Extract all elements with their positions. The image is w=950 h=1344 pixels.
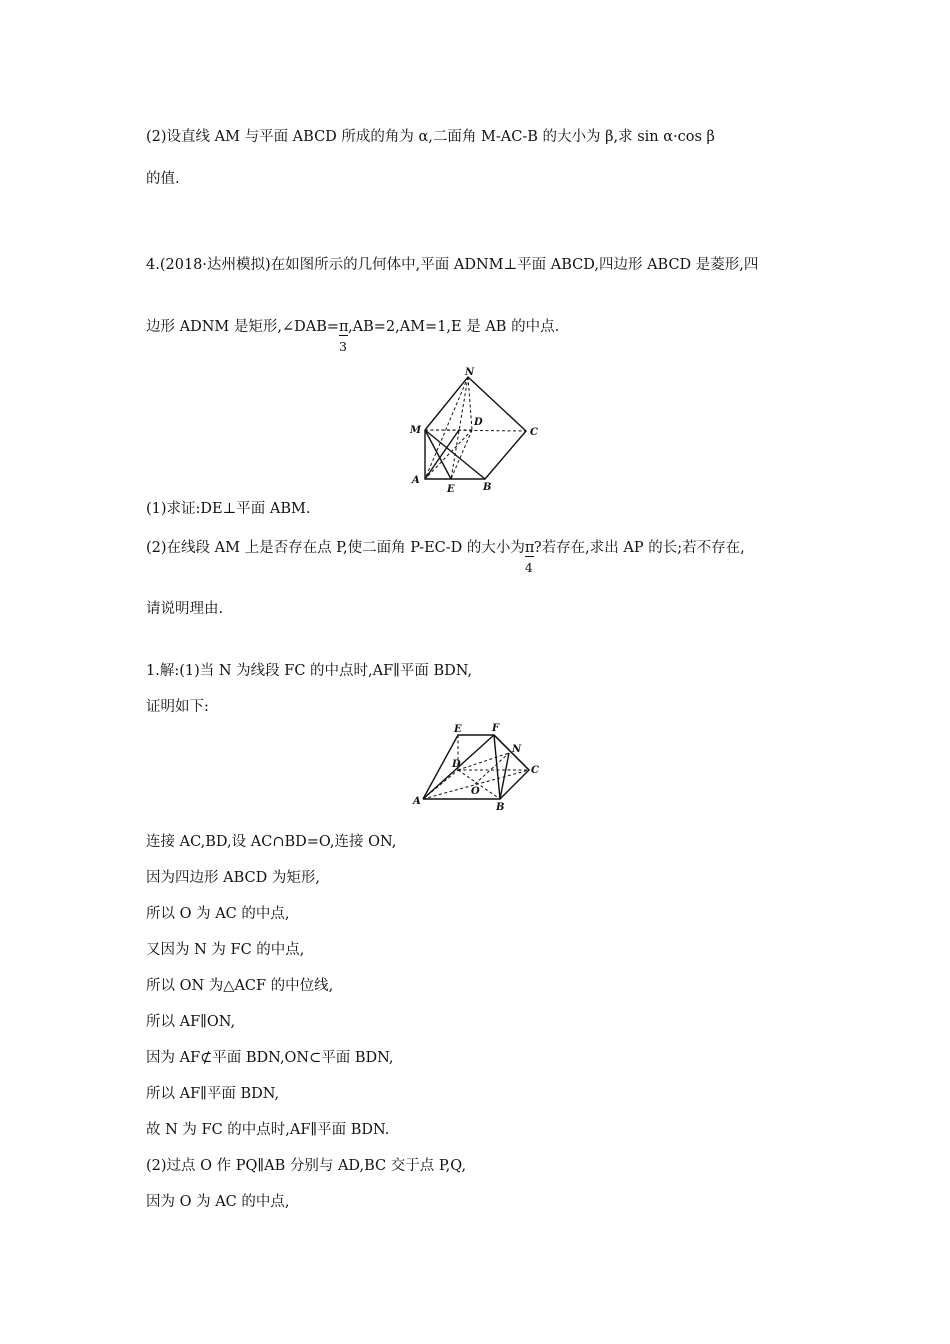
- problem3-part2-line1: (2)设直线 AM 与平面 ABCD 所成的角为 α,二面角 M-AC-B 的大小为 β,求 sin α·cos β: [146, 129, 715, 145]
- vertex-label-n: N: [465, 367, 475, 378]
- dihedral-angle-fraction: $\frac{\pi}{4}$: [524, 540, 535, 575]
- problem4-part2-line1: [146, 539, 745, 575]
- solution-step: 所以 ON 为△ACF 的中位线,: [146, 978, 334, 994]
- angle-fraction: $\frac{\pi}{3}$: [339, 319, 349, 354]
- vertex-label-c: C: [531, 765, 539, 776]
- solution-step: 因为 O 为 AC 的中点,: [146, 1194, 290, 1210]
- problem4-part2-text-before: (2)在线段 AM 上是否存在点 P,使二面角 P-EC-D 的大小为: [146, 540, 525, 556]
- problem4-part2-text-after: ?若存在,求出 AP 的长;若不存在,: [533, 540, 745, 556]
- solution-step: 又因为 N 为 FC 的中点,: [146, 942, 305, 958]
- vertex-label-f: F: [492, 723, 500, 734]
- vertex-label-e: E: [447, 484, 455, 495]
- geometry-figure-problem4: [405, 365, 555, 497]
- problem4-part1: (1)求证:DE⊥平面 ABM.: [146, 501, 311, 517]
- vertex-label-c: C: [530, 427, 538, 438]
- solution-step: 所以 O 为 AC 的中点,: [146, 906, 290, 922]
- vertex-label-n: N: [512, 744, 522, 755]
- vertex-label-a: A: [413, 796, 421, 807]
- solution-step: (2)过点 O 作 PQ∥AB 分别与 AD,BC 交于点 P,Q,: [146, 1158, 467, 1174]
- vertex-label-d: D: [452, 759, 461, 770]
- solution1-line1: 1.解:(1)当 N 为线段 FC 的中点时,AF∥平面 BDN,: [146, 663, 473, 679]
- geometry-figure-solution1: [405, 722, 545, 814]
- solution-step: 连接 AC,BD,设 AC∩BD=O,连接 ON,: [146, 834, 397, 850]
- problem4-statement-line1: 4.(2018·达州模拟)在如图所示的几何体中,平面 ADNM⊥平面 ABCD,四边形 ABCD 是菱形,四: [146, 257, 759, 273]
- vertex-label-m: M: [410, 425, 422, 436]
- solution-step: 故 N 为 FC 的中点时,AF∥平面 BDN.: [146, 1122, 390, 1138]
- vertex-label-a: A: [412, 475, 420, 486]
- solution1-line2: 证明如下:: [146, 699, 209, 715]
- problem3-part2-line2: 的值.: [146, 171, 180, 187]
- problem4-statement-line2: [146, 318, 560, 354]
- solution-step: 因为 AF⊄平面 BDN,ON⊂平面 BDN,: [146, 1050, 394, 1066]
- solution-step: 因为四边形 ABCD 为矩形,: [146, 870, 320, 886]
- problem4-line2-text-after: ,AB=2,AM=1,E 是 AB 的中点.: [348, 319, 560, 335]
- problem4-part2-line2: 请说明理由.: [146, 601, 224, 617]
- vertex-label-b: B: [483, 482, 492, 493]
- vertex-label-o: O: [471, 786, 480, 797]
- vertex-label-d: D: [474, 417, 483, 428]
- solution-step: 所以 AF∥ON,: [146, 1014, 236, 1030]
- vertex-label-b: B: [496, 802, 505, 813]
- solution-step: 所以 AF∥平面 BDN,: [146, 1086, 280, 1102]
- problem4-line2-text-before: 边形 ADNM 是矩形,∠DAB=: [146, 319, 340, 335]
- vertex-label-e: E: [454, 724, 462, 735]
